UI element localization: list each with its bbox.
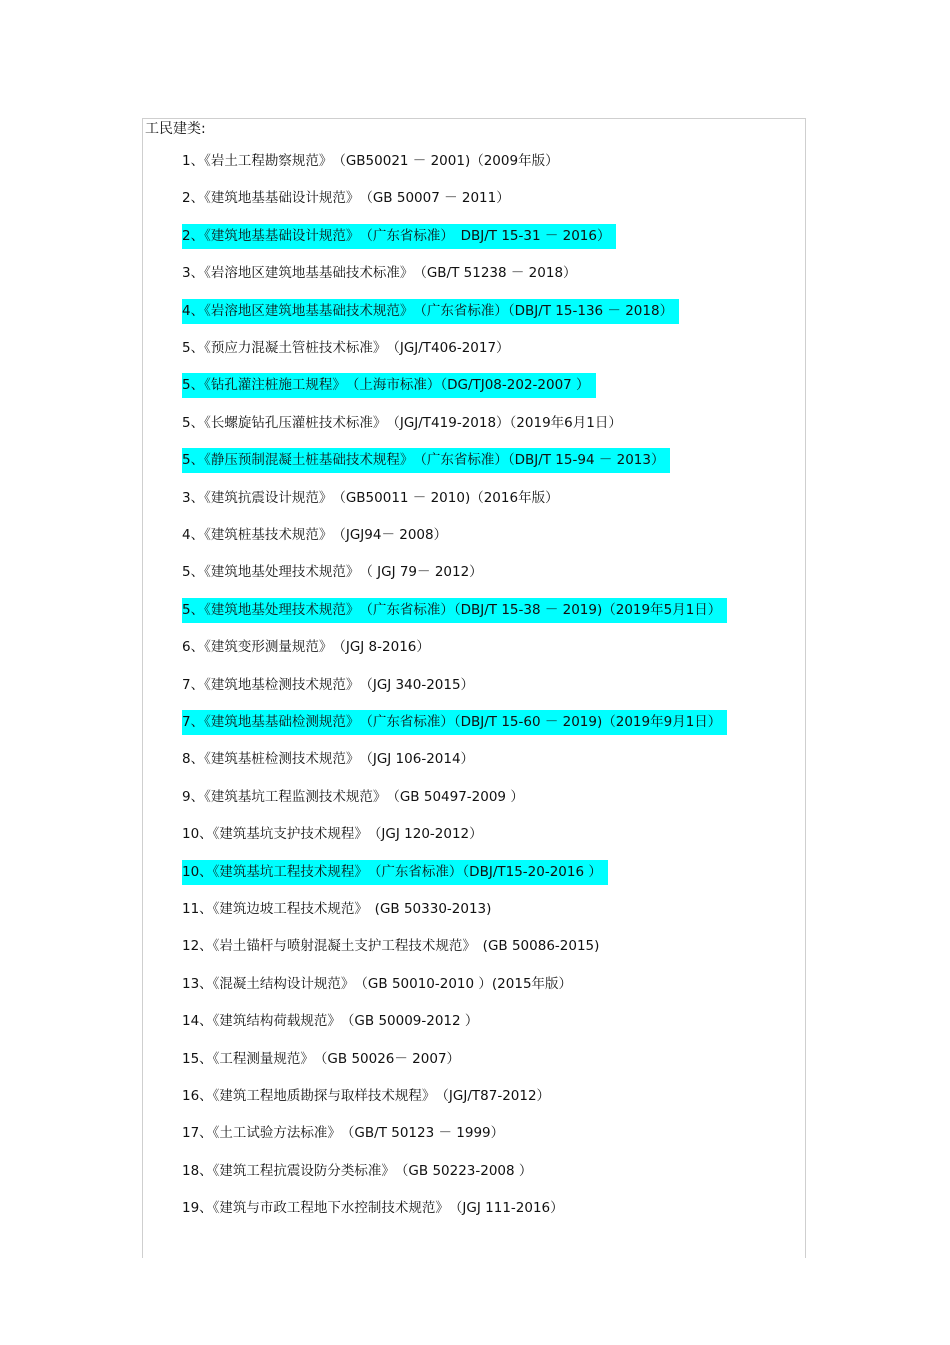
list-item: 16、《建筑工程地质勘探与取样技术规程》 （JGJ/T87-2012） (182, 1088, 551, 1104)
list-item: 11、《建筑边坡工程技术规范》 (GB 50330-2013) (182, 901, 492, 917)
list-item: 18、《建筑工程抗震设防分类标准》 （GB 50223-2008 ） (182, 1162, 533, 1179)
list-item: 1、《岩土工程勘察规范》 （GB50021 － 2001)（2009年版） (182, 153, 559, 169)
section-heading: 工民建类: (145, 121, 206, 137)
list-item: 2、《建筑地基基础设计规范》 （GB 50007 － 2011） (182, 190, 510, 207)
list-item: 5、《建筑地基处理技术规范》 （ JGJ 79－ 2012） (182, 564, 483, 581)
list-item-highlighted: 5、《建筑地基处理技术规范》 （广东省标准）（DBJ/T 15-38 － 2019)（2019年5月1日） (182, 598, 727, 623)
list-item: 3、《建筑抗震设计规范》 （GB50011 － 2010)（2016年版） (182, 489, 559, 506)
list-item-highlighted: 4、《岩溶地区建筑地基基础技术规范》 （广东省标准）（DBJ/T 15-136 － 2018） (182, 299, 679, 324)
list-item-highlighted: 10、《建筑基坑工程技术规程》 （广东省标准）（DBJ/T15-20-2016 ） (182, 860, 608, 885)
list-item: 12、《岩土锚杆与喷射混凝土支护工程技术规范》 (GB 50086-2015) (182, 938, 600, 955)
list-item: 3、《岩溶地区建筑地基基础技术标准》 （GB/T 51238 － 2018） (182, 265, 577, 282)
list-item-highlighted: 5、《静压预制混凝土桩基础技术规程》 （广东省标准）（DBJ/T 15-94 － 2013） (182, 448, 670, 473)
list-item: 10、《建筑基坑支护技术规程》 （JGJ 120-2012） (182, 826, 483, 843)
list-item: 19、《建筑与市政工程地下水控制技术规范》 （JGJ 111-2016） (182, 1200, 564, 1217)
list-item: 5、《长螺旋钻孔压灌桩技术标准》 （JGJ/T419-2018）（2019年6月1日） (182, 414, 622, 431)
list-item: 6、《建筑变形测量规范》 （JGJ 8-2016） (182, 639, 430, 656)
list-item: 7、《建筑地基检测技术规范》 （JGJ 340-2015） (182, 676, 475, 693)
list-item: 15、《工程测量规范》 （GB 50026－ 2007） (182, 1050, 461, 1067)
list-item: 5、《预应力混凝土管桩技术标准》 （JGJ/T406-2017） (182, 340, 510, 356)
list-item: 17、《土工试验方法标准》 （GB/T 50123 － 1999） (182, 1125, 505, 1142)
list-item-highlighted: 7、《建筑地基基础检测规范》 （广东省标准）（DBJ/T 15-60 － 2019)（2019年9月1日） (182, 710, 727, 735)
list-item: 13、《混凝土结构设计规范》 （GB 50010-2010 ）(2015年版） (182, 975, 573, 992)
list-item-highlighted: 2、《建筑地基基础设计规范》 （广东省标准） DBJ/T 15-31 － 2016） (182, 224, 616, 249)
list-item: 9、《建筑基坑工程监测技术规范》 （GB 50497-2009 ） (182, 788, 524, 805)
list-item-highlighted: 5、《钻孔灌注桩施工规程》 （上海市标准）（DG/TJ08-202-2007 ） (182, 373, 596, 398)
list-item: 8、《建筑基桩检测技术规范》 （JGJ 106-2014） (182, 751, 475, 768)
list-item: 14、《建筑结构荷载规范》 （GB 50009-2012 ） (182, 1013, 479, 1030)
list-item: 4、《建筑桩基技术规范》 （JGJ94－ 2008） (182, 527, 448, 543)
